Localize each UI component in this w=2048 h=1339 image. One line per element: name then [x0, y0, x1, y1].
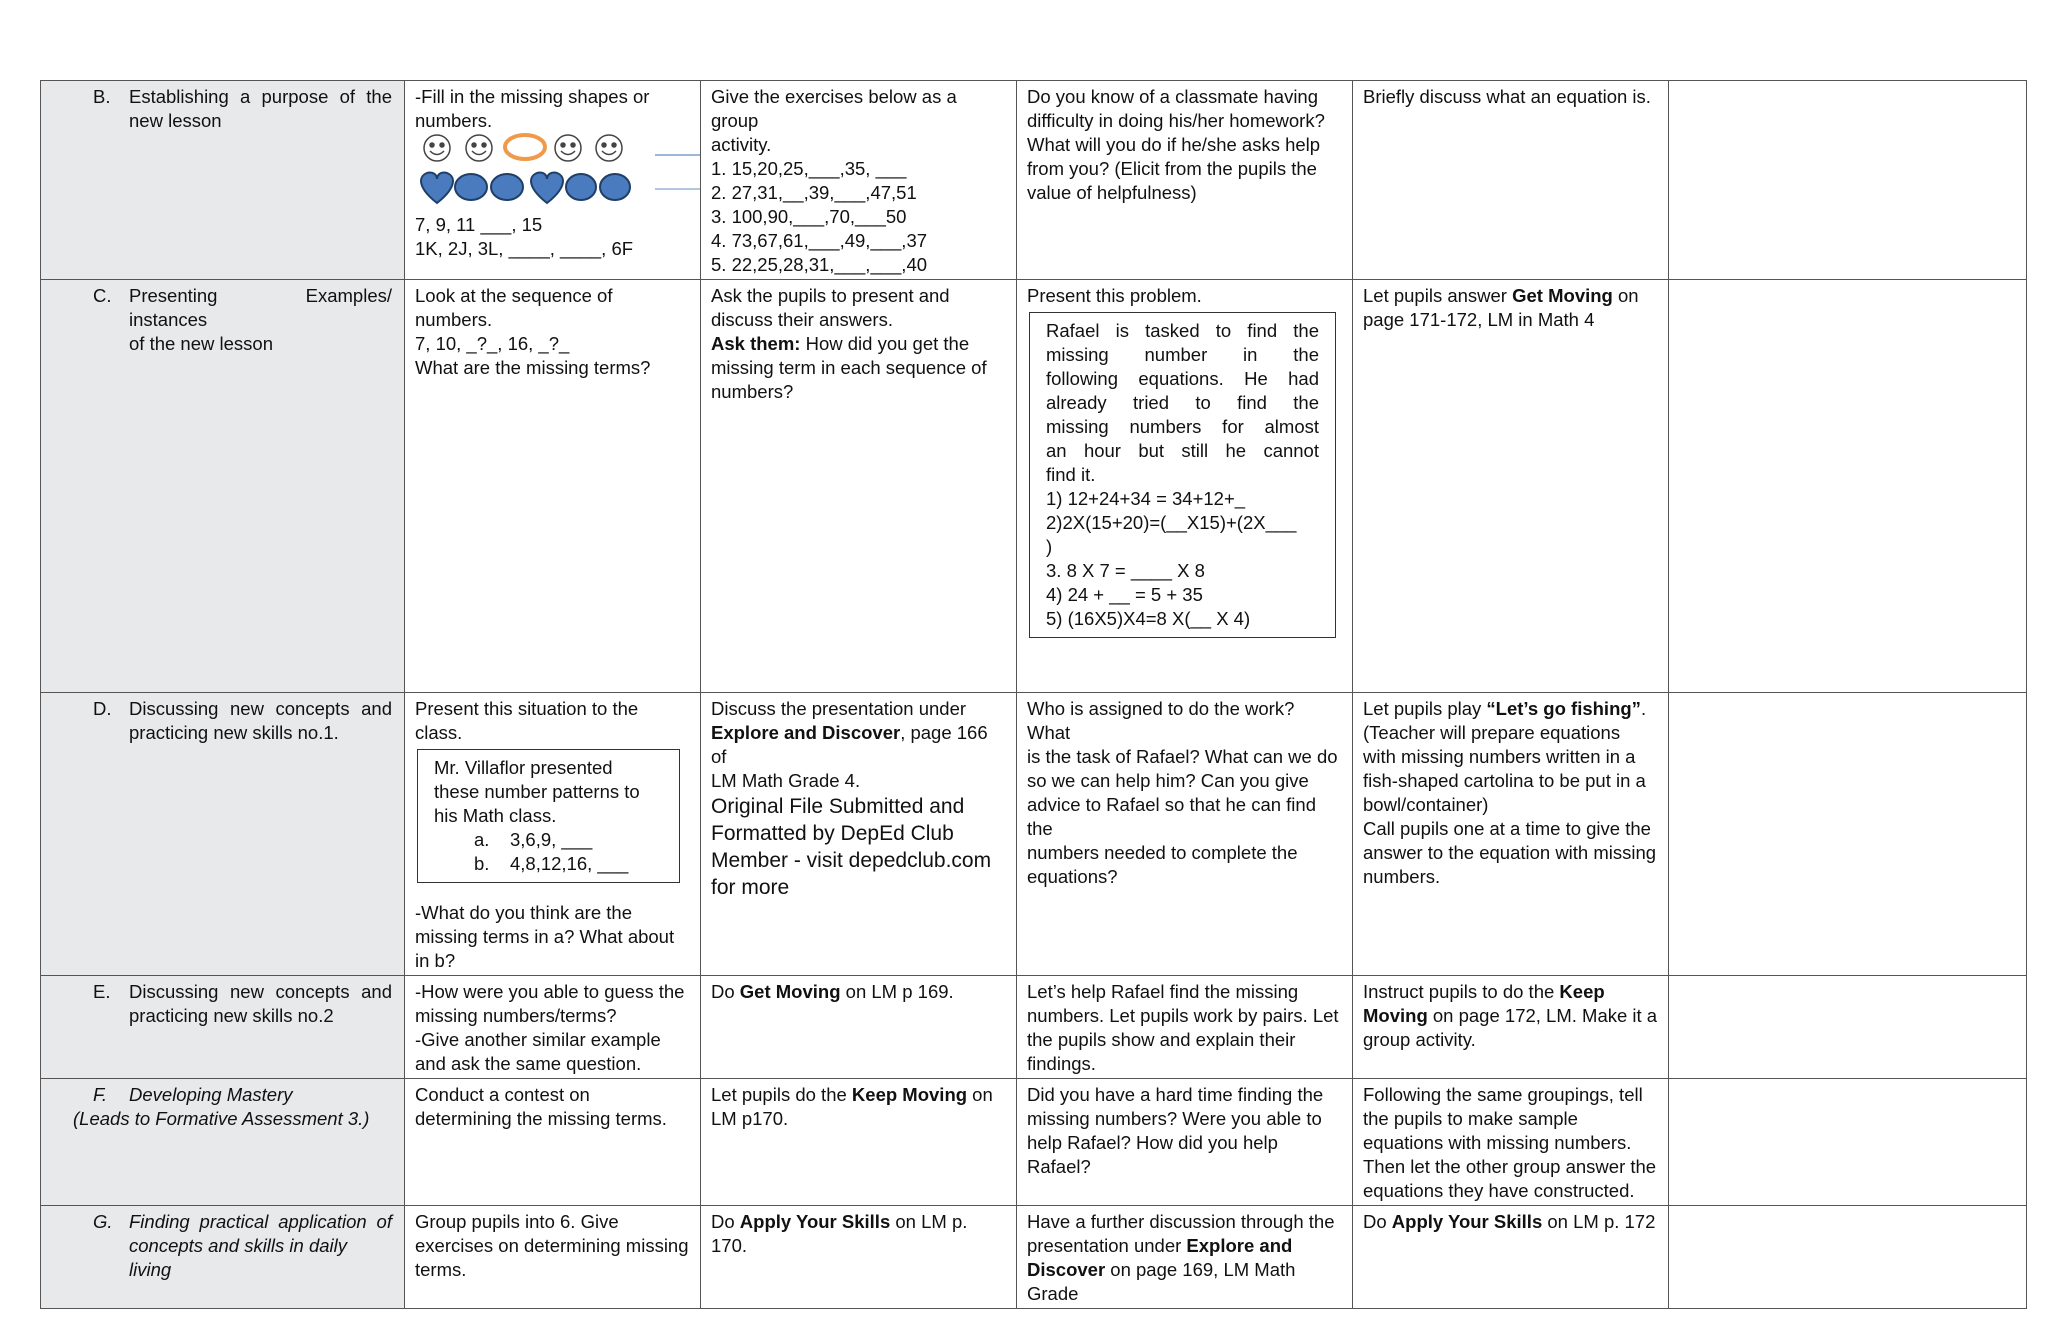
cell-day4 [1353, 1079, 1669, 1206]
situation-box [417, 749, 680, 883]
label-line: (Leads to Formative Assessment 3.) [73, 1108, 370, 1129]
text-line: Look at the sequence of [415, 285, 613, 306]
cell-day3 [1017, 1206, 1353, 1309]
box-line: ) [1046, 536, 1053, 557]
smiley-face-icon [596, 135, 622, 161]
text-line: and ask the same question. [415, 1053, 642, 1074]
list-item [434, 828, 663, 852]
cell-day3 [1017, 280, 1353, 693]
row-letter: F. [93, 1084, 108, 1105]
text-line: LM Math Grade 4. [711, 770, 861, 791]
box-line: 3. 8 X 7 = ____ X 8 [1046, 560, 1205, 581]
label-line: concepts and skills in daily living [129, 1235, 347, 1280]
text-line: -What do you think are the [415, 902, 632, 923]
box-line: 1) 12+24+34 = 34+12+_ [1046, 488, 1246, 509]
text-line: the pupils to make sample [1363, 1108, 1578, 1129]
cell-day3 [1017, 976, 1353, 1079]
text-line: activity. [711, 134, 772, 155]
text-line: What are the missing terms? [415, 357, 651, 378]
bold-text: Get Moving [739, 981, 841, 1002]
box-line: following equations. He had [1046, 368, 1319, 389]
text-line [1027, 1258, 1342, 1306]
text-fragment: Do [711, 981, 740, 1002]
text-line: determining the missing terms. [415, 1108, 667, 1129]
list-value: 4,8,12,16, ___ [510, 853, 629, 874]
cell-day1 [405, 1206, 701, 1309]
row-letter: G. [93, 1211, 113, 1232]
text-line: fish-shaped cartolina to be put in a [1363, 770, 1646, 791]
text-line: page 171-172, LM in Math 4 [1363, 309, 1595, 330]
row-label [41, 1206, 405, 1309]
text-line: the pupils show and explain their [1027, 1029, 1296, 1050]
row-g [41, 1206, 2027, 1309]
box-line: already tried to find the [1046, 392, 1319, 413]
text-line [1363, 1210, 1658, 1234]
label-line: new lesson [129, 110, 222, 131]
oval-shape-icon [491, 174, 523, 200]
box-line: Rafael is tasked to find the [1046, 320, 1319, 341]
box-line: these number patterns to [434, 781, 640, 802]
bold-text: Discover [1027, 1259, 1106, 1280]
text-line [711, 1210, 1006, 1258]
row-letter: C. [93, 285, 112, 306]
cell-day1 [405, 693, 701, 976]
cell-day4 [1353, 1206, 1669, 1309]
text-line: numbers needed to complete the [1027, 842, 1298, 863]
text-line: missing term in each sequence of [711, 357, 987, 378]
cell-day2 [701, 1206, 1017, 1309]
cell-day5 [1669, 693, 2027, 976]
text-line: with missing numbers written in a [1363, 746, 1636, 767]
label-line: Discussing new concepts and [129, 981, 392, 1002]
label-line: practicing new skills no.1. [129, 722, 339, 743]
text-line [711, 332, 1006, 356]
cell-day4 [1353, 976, 1669, 1079]
label-line: Establishing a purpose of the [129, 86, 392, 107]
text-line: missing terms in a? What about [415, 926, 675, 947]
text-line: so we can help him? Can you give [1027, 770, 1309, 791]
row-f [41, 1079, 2027, 1206]
bold-text: “Let’s go fishing” [1486, 698, 1641, 719]
bold-text: Apply Your Skills [739, 1211, 891, 1232]
text-fragment: Do [711, 1211, 740, 1232]
bold-text: Ask them: [711, 333, 801, 354]
list-marker: b. [474, 853, 490, 874]
cell-day5 [1669, 1206, 2027, 1309]
text-line: numbers. [1363, 866, 1441, 887]
text-line: is the task of Rafael? What can we do [1027, 746, 1338, 767]
lesson-plan-table [40, 80, 2027, 1309]
box-line: an hour but still he cannot [1046, 440, 1319, 461]
text-line [711, 980, 1006, 1004]
text-line: 7, 10, _?_, 16, _?_ [415, 333, 570, 354]
text-line: Call pupils one at a time to give the [1363, 818, 1651, 839]
smiley-face-icon [424, 135, 450, 161]
cell-day5 [1669, 81, 2027, 280]
list-marker: a. [474, 829, 490, 850]
watermark-line: Original File Submitted and [711, 795, 965, 818]
text-line: 1K, 2J, 3L, ____, ____, 6F [415, 238, 634, 259]
text-line [1363, 980, 1658, 1004]
text-line: findings. [1027, 1053, 1096, 1074]
cell-day1 [405, 81, 701, 280]
text-line: equations? [1027, 866, 1118, 887]
text-line: Have a further discussion through the [1027, 1211, 1335, 1232]
row-letter: D. [93, 698, 112, 719]
text-line: numbers? [711, 381, 794, 402]
text-line: missing numbers/terms? [415, 1005, 617, 1026]
bold-text: Moving [1363, 1005, 1428, 1026]
box-line: missing numbers for almost [1046, 416, 1319, 437]
watermark-line: Formatted by DepEd Club [711, 822, 954, 845]
cell-day2 [701, 693, 1017, 976]
label-line: Discussing new concepts and [129, 698, 392, 719]
cell-day2 [701, 976, 1017, 1079]
shape-pattern [415, 133, 690, 213]
cell-day3 [1017, 81, 1353, 280]
text-fragment: on LM p. 170. [711, 1211, 968, 1256]
row-label [41, 976, 405, 1079]
text-line: Conduct a contest on [415, 1084, 590, 1105]
text-line [711, 1083, 1006, 1107]
box-line: 2)2X(15+20)=(__X15)+(2X___ [1046, 512, 1297, 533]
text-line [1363, 1004, 1658, 1028]
cell-day3 [1017, 693, 1353, 976]
orange-ring-icon [505, 135, 545, 159]
text-line: Ask the pupils to present and [711, 285, 950, 306]
text-line: -How were you able to guess the [415, 981, 685, 1002]
text-line: 4. 73,67,61,___,49,___,37 [711, 230, 928, 251]
cell-day1 [405, 1079, 701, 1206]
list-value: 3,6,9, ___ [510, 829, 593, 850]
oval-shape-icon [600, 174, 630, 200]
text-line: 2. 27,31,__,39,___,47,51 [711, 182, 917, 203]
text-line: 1. 15,20,25,___,35, ___ [711, 158, 907, 179]
text-line: discuss their answers. [711, 309, 893, 330]
text-line: Group pupils into 6. Give [415, 1211, 619, 1232]
text-line: Do you know of a classmate having [1027, 86, 1319, 107]
text-fragment: Do [1363, 1211, 1392, 1232]
box-line: Mr. Villaflor presented [434, 757, 613, 778]
text-fragment: on LM p. 172 [1542, 1211, 1656, 1232]
text-line: -Fill in the missing shapes or [415, 86, 650, 107]
text-line: What will you do if he/she asks help [1027, 134, 1321, 155]
text-line: numbers. [415, 110, 493, 131]
oval-shape-icon [455, 174, 487, 200]
cell-day2 [701, 81, 1017, 280]
bold-text: Keep [1559, 981, 1605, 1002]
bold-text: Explore and Discover [711, 722, 901, 743]
text-line: Who is assigned to do the work? What [1027, 698, 1295, 743]
row-c [41, 280, 2027, 693]
text-line: advice to Rafael so that he can find the [1027, 794, 1316, 839]
text-line: Did you have a hard time finding the [1027, 1084, 1324, 1105]
oval-shape-icon [566, 174, 596, 200]
text-line: Give the exercises below as a group [711, 86, 957, 131]
text-line: exercises on determining missing [415, 1235, 689, 1256]
bold-text: Keep Moving [851, 1084, 968, 1105]
label-line: Presenting Examples/ instances [129, 285, 392, 330]
text-line: LM p170. [711, 1108, 789, 1129]
cell-day5 [1669, 976, 2027, 1079]
text-fragment: presentation under [1027, 1235, 1187, 1256]
cell-day2 [701, 1079, 1017, 1206]
text-line: Briefly discuss what an equation is. [1363, 86, 1651, 107]
label-line: Developing Mastery [129, 1084, 293, 1105]
text-line: Following the same groupings, tell [1363, 1084, 1643, 1105]
cell-day4 [1353, 693, 1669, 976]
text-line [1027, 1234, 1342, 1258]
text-fragment: on page 172, LM. Make it a [1427, 1005, 1658, 1026]
cell-day2 [701, 280, 1017, 693]
text-fragment: Let pupils do the [711, 1084, 852, 1105]
box-line: missing number in the [1046, 344, 1319, 365]
text-line [1363, 697, 1658, 721]
text-line: from you? (Elicit from the pupils the [1027, 158, 1317, 179]
text-fragment: on [967, 1084, 993, 1105]
list-item [434, 852, 663, 876]
bold-text: Get Moving [1512, 285, 1613, 306]
text-fragment: , page 166 of [711, 722, 988, 767]
text-fragment: on LM p 169. [840, 981, 954, 1002]
row-label [41, 693, 405, 976]
box-line: 5) (16X5)X4=8 X(__ X 4) [1046, 608, 1251, 629]
row-d [41, 693, 2027, 976]
text-line: Discuss the presentation under [711, 698, 967, 719]
bold-text: Explore and [1186, 1235, 1293, 1256]
text-line: group activity. [1363, 1029, 1476, 1050]
cell-day5 [1669, 280, 2027, 693]
row-label [41, 280, 405, 693]
cell-day1 [405, 280, 701, 693]
text-line: help Rafael? How did you help Rafael? [1027, 1132, 1278, 1177]
row-label [41, 1079, 405, 1206]
watermark-line: for more [711, 876, 790, 899]
text-fragment: How did you get the [800, 333, 970, 354]
text-line: Let’s help Rafael find the missing [1027, 981, 1299, 1002]
text-fragment: Let pupils answer [1363, 285, 1513, 306]
text-fragment: Instruct pupils to do the [1363, 981, 1560, 1002]
text-line: value of helpfulness) [1027, 182, 1197, 203]
cell-day4 [1353, 81, 1669, 280]
text-line: terms. [415, 1259, 467, 1280]
smiley-face-icon [466, 135, 492, 161]
text-line: bowl/container) [1363, 794, 1489, 815]
text-fragment: on [1612, 285, 1639, 306]
text-line: answer to the equation with missing [1363, 842, 1657, 863]
shape-pattern-graphic [415, 133, 705, 213]
text-line: difficulty in doing his/her homework? [1027, 110, 1325, 131]
cell-day5 [1669, 1079, 2027, 1206]
text-line: equations they have constructed. [1363, 1180, 1635, 1201]
text-line: 5. 22,25,28,31,___,___,40 [711, 254, 928, 275]
text-line: Present this situation to the class. [415, 698, 639, 743]
row-letter: E. [93, 981, 111, 1002]
text-line: in b? [415, 950, 456, 971]
box-line: 4) 24 + __ = 5 + 35 [1046, 584, 1203, 605]
text-line: numbers. [415, 309, 493, 330]
cell-day3 [1017, 1079, 1353, 1206]
watermark-line: Member - visit depedclub.com [711, 849, 992, 872]
text-line: numbers. Let pupils work by pairs. Let [1027, 1005, 1339, 1026]
row-e [41, 976, 2027, 1079]
row-letter: B. [93, 86, 111, 107]
text-fragment: Let pupils play [1363, 698, 1487, 719]
text-line: Present this problem. [1027, 285, 1202, 306]
box-line: find it. [1046, 464, 1096, 485]
text-line [711, 721, 1006, 769]
problem-box [1029, 312, 1336, 638]
text-line: missing numbers? Were you able to [1027, 1108, 1322, 1129]
label-line: of the new lesson [129, 333, 273, 354]
text-line: 3. 100,90,___,70,___50 [711, 206, 907, 227]
text-line: Then let the other group answer the [1363, 1156, 1657, 1177]
text-line: 7, 9, 11 ___, 15 [415, 214, 543, 235]
text-line [1363, 284, 1658, 308]
bold-text: Apply Your Skills [1391, 1211, 1543, 1232]
text-line: (Teacher will prepare equations [1363, 722, 1621, 743]
text-line: equations with missing numbers. [1363, 1132, 1632, 1153]
heart-shape-icon [421, 172, 453, 203]
text-line: -Give another similar example [415, 1029, 661, 1050]
cell-day4 [1353, 280, 1669, 693]
box-line: his Math class. [434, 805, 557, 826]
heart-shape-icon [531, 172, 563, 203]
row-b [41, 81, 2027, 280]
row-label [41, 81, 405, 280]
cell-day1 [405, 976, 701, 1079]
label-line: Finding practical application of [129, 1211, 392, 1232]
text-fragment: . [1640, 698, 1647, 719]
smiley-face-icon [555, 135, 581, 161]
label-line: practicing new skills no.2 [129, 1005, 334, 1026]
text-fragment: on page 169, LM Math Grade [1027, 1259, 1296, 1304]
